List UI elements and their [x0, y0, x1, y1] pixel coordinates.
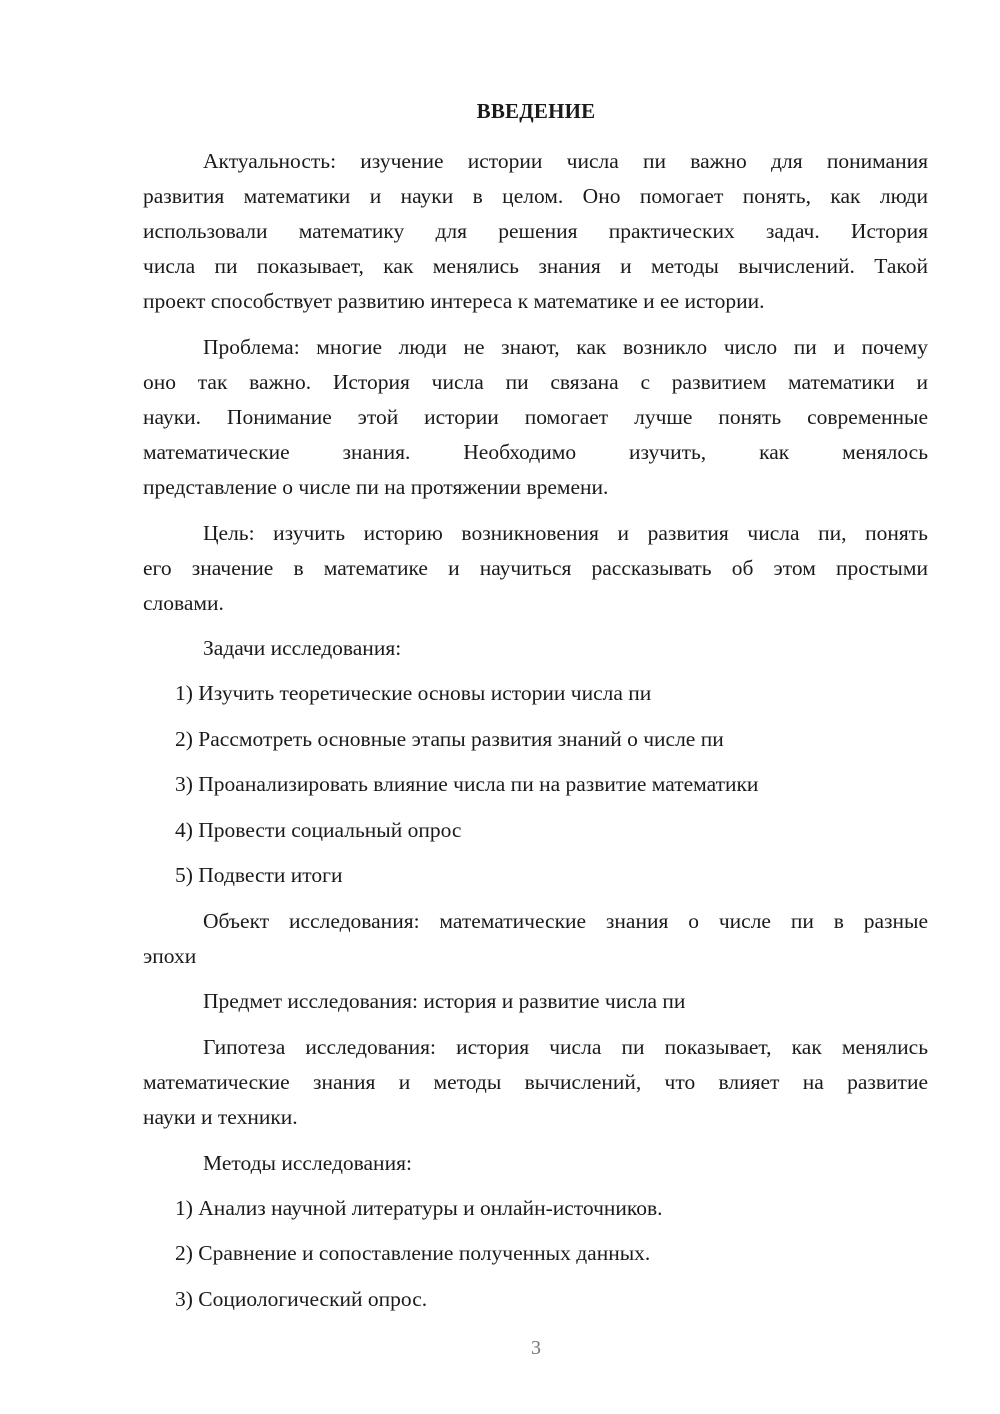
paragraph-line: математические знания. Необходимо изучить, как менялось: [143, 440, 928, 464]
paragraph-line: математические знания и методы вычислений, что влияет на развитие: [143, 1070, 928, 1094]
task-item: 1) Изучить теоретические основы истории числа пи: [175, 681, 652, 705]
paragraph-line: развития математики и науки в целом. Оно помогает понять, как люди: [143, 184, 928, 208]
paragraph-line: науки и техники.: [143, 1105, 298, 1129]
task-item: 5) Подвести итоги: [175, 863, 343, 887]
method-item: 3) Социологический опрос.: [175, 1287, 428, 1311]
paragraph-line: словами.: [143, 591, 224, 615]
paragraph-line: числа пи показывает, как менялись знания и методы вычислений. Такой: [143, 254, 928, 278]
task-item: 3) Проанализировать влияние числа пи на развитие математики: [175, 772, 759, 796]
paragraph-line: представление о числе пи на протяжении времени.: [143, 475, 609, 499]
paragraph-line: Цель: изучить историю возникновения и развития числа пи, понять: [203, 521, 928, 545]
task-item: 2) Рассмотреть основные этапы развития знаний о числе пи: [175, 727, 724, 751]
paragraph-line: использовали математику для решения практических задач. История: [143, 219, 928, 243]
method-item: 2) Сравнение и сопоставление полученных данных.: [175, 1241, 651, 1265]
paragraph-line: его значение в математике и научиться рассказывать об этом простыми: [143, 556, 928, 580]
task-item: 4) Провести социальный опрос: [175, 818, 462, 842]
paragraph-line: науки. Понимание этой истории помогает лучше понять современные: [143, 405, 928, 429]
paragraph-line: Проблема: многие люди не знают, как возникло число пи и почему: [203, 335, 928, 359]
paragraph-line: Актуальность: изучение истории числа пи важно для понимания: [203, 149, 928, 173]
page-number: 3: [531, 1337, 541, 1359]
methods-heading: Методы исследования:: [203, 1151, 412, 1175]
paragraph-line: Объект исследования: математические знания о числе пи в разные: [203, 909, 928, 933]
paragraph-line: проект способствует развитию интереса к математике и ее истории.: [143, 289, 765, 313]
method-item: 1) Анализ научной литературы и онлайн-источников.: [175, 1196, 663, 1220]
paragraph-line: Предмет исследования: история и развитие числа пи: [203, 989, 686, 1013]
tasks-heading: Задачи исследования:: [203, 636, 402, 660]
section-title: ВВЕДЕНИЕ: [476, 99, 596, 123]
paragraph-line: Гипотеза исследования: история числа пи показывает, как менялись: [203, 1035, 928, 1059]
paragraph-line: эпохи: [143, 944, 197, 968]
paragraph-line: оно так важно. История числа пи связана с развитием математики и: [143, 370, 928, 394]
